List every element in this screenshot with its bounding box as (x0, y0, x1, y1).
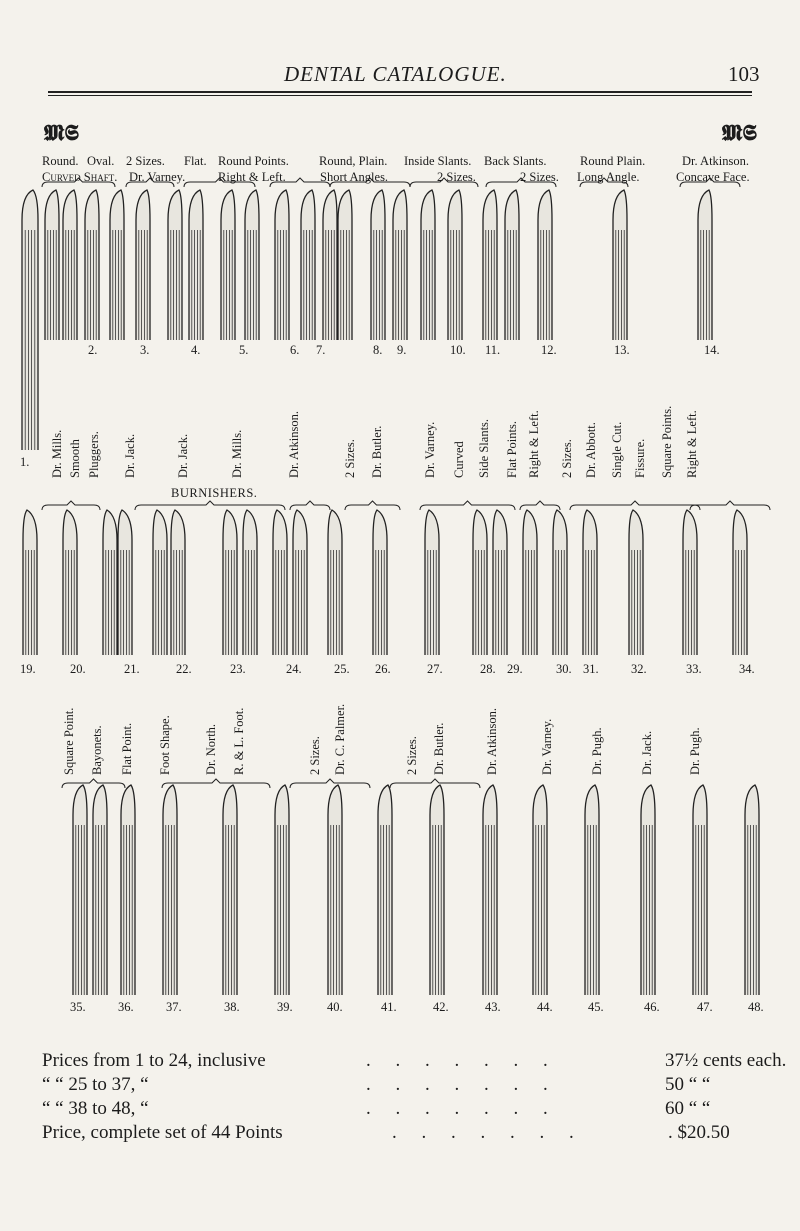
instrument-row1 (136, 190, 150, 340)
row3-number: 46. (644, 1000, 660, 1014)
instrument-row2 (223, 510, 237, 655)
row1-label: Side Slants. (477, 418, 491, 478)
row2-number: 21. (124, 662, 140, 676)
instrument-row3 (163, 785, 177, 995)
group-brace (135, 501, 285, 510)
group-brace (42, 178, 115, 187)
row3-number: 47. (697, 1000, 713, 1014)
instrument-row3 (275, 785, 289, 995)
row1-first-number: 1. (20, 455, 30, 469)
instrument-row1 (301, 190, 315, 340)
group-brace (570, 501, 700, 510)
instrument-row3 (745, 785, 759, 995)
row1-label: Fissure. (633, 438, 647, 478)
row2-number: 27. (427, 662, 443, 676)
instrument-row3 (223, 785, 237, 995)
instrument-row3 (483, 785, 497, 995)
instrument-row1 (85, 190, 99, 340)
group-brace (420, 501, 515, 510)
row2-label: Bayonets. (90, 725, 104, 775)
instrument-row1 (371, 190, 385, 340)
row1-label: Dr. Mills. (50, 429, 64, 478)
top-caption: Inside Slants. (404, 154, 472, 168)
row2-number: 25. (334, 662, 350, 676)
instrument-row2 (425, 510, 439, 655)
row1-label: Flat Points. (505, 421, 519, 478)
instrument-row3 (585, 785, 599, 995)
row1-label: Dr. Mills. (230, 429, 244, 478)
row3-number: 43. (485, 1000, 501, 1014)
row1-label: 2 Sizes. (560, 439, 574, 478)
row1-label: Dr. Atkinson. (287, 410, 301, 478)
group-brace (410, 178, 478, 187)
row1-label: Square Points. (660, 405, 674, 478)
instrument-row2 (553, 510, 567, 655)
instrument-row1 (275, 190, 289, 340)
top-caption: Long Angle. (577, 170, 640, 184)
row1-number: 9. (397, 343, 407, 357)
instrument-row2 (243, 510, 257, 655)
ornament-left-icon: 𝕸𝕾 (44, 120, 79, 145)
instrument-row3 (73, 785, 87, 995)
row3-number: 45. (588, 1000, 604, 1014)
instrument-row2 (629, 510, 643, 655)
row2-label: Dr. Butler. (432, 722, 446, 775)
price-value: 60 “ “ (665, 1098, 711, 1119)
top-caption: Round, Plain. (319, 154, 388, 168)
top-caption: Dr. Varney. (129, 170, 186, 184)
row1-label: Dr. Jack. (176, 433, 190, 478)
row2-label: 2 Sizes. (308, 736, 322, 775)
row1-label: Pluggers. (87, 431, 101, 478)
instrument-row1 (168, 190, 182, 340)
row2-number: 24. (286, 662, 302, 676)
row1-label: Dr. Jack. (123, 433, 137, 478)
row2-label: Dr. Pugh. (590, 727, 604, 775)
price-dots: . . . . . . . (366, 1074, 558, 1095)
row2-number: 29. (507, 662, 523, 676)
row2-label: 2 Sizes. (405, 736, 419, 775)
top-caption: 2 Sizes. (437, 170, 476, 184)
row2-number: 26. (375, 662, 391, 676)
top-caption: Concave Face. (676, 170, 750, 184)
instrument-row2 (293, 510, 307, 655)
row2-number: 32. (631, 662, 647, 676)
instrument-row2 (493, 510, 507, 655)
top-caption: Right & Left. (218, 170, 286, 184)
instrument-row2 (171, 510, 185, 655)
instrument-row3 (328, 785, 342, 995)
burnishers-label: BURNISHERS. (171, 486, 258, 500)
price-label: “ “ 25 to 37, “ (42, 1074, 149, 1095)
row1-number: 6. (290, 343, 300, 357)
group-brace (290, 501, 330, 510)
group-brace (520, 501, 560, 510)
row1-label: Smooth (68, 439, 82, 478)
top-caption: Back Slants. (484, 154, 547, 168)
instrument-row2 (373, 510, 387, 655)
group-brace (62, 779, 125, 788)
row3-number: 35. (70, 1000, 86, 1014)
row1-label: Right & Left. (527, 410, 541, 478)
row1-label: Dr. Varney. (423, 421, 437, 478)
row2-label: Dr. Pugh. (688, 727, 702, 775)
catalogue-title: DENTAL CATALOGUE. (284, 62, 507, 86)
instrument-row1 (189, 190, 203, 340)
row1-number: 8. (373, 343, 383, 357)
price-value: . $20.50 (668, 1122, 730, 1143)
row1-number: 4. (191, 343, 201, 357)
row2-label: R. & L. Foot. (232, 707, 246, 775)
row1-label: Dr. Abbott. (584, 422, 598, 478)
group-brace (126, 178, 174, 187)
instrument-row2 (103, 510, 117, 655)
instrument-row2 (328, 510, 342, 655)
row2-label: Dr. Jack. (640, 730, 654, 775)
price-value: 50 “ “ (665, 1074, 711, 1095)
top-caption: Curved Shaft. (42, 170, 118, 184)
instrument-row1 (538, 190, 552, 340)
ornament-right-icon: 𝕸𝕾 (722, 120, 757, 145)
instrument-row2 (523, 510, 537, 655)
row1-number: 12. (541, 343, 557, 357)
row2-number: 31. (583, 662, 599, 676)
instrument-row1 (448, 190, 462, 340)
price-dots: . . . . . . . (392, 1122, 584, 1143)
row2-label: Flat Point. (120, 722, 134, 775)
instrument-row2 (683, 510, 697, 655)
instrument-row2 (473, 510, 487, 655)
instrument-row1 (63, 190, 77, 340)
row2-label: Square Point. (62, 707, 76, 775)
instrument-row1 (22, 190, 38, 450)
row1-label: Dr. Butler. (370, 425, 384, 478)
row1-number: 2. (88, 343, 98, 357)
row3-number: 36. (118, 1000, 134, 1014)
instrument-row3 (641, 785, 655, 995)
row1-label: 2 Sizes. (343, 439, 357, 478)
instrument-row1 (245, 190, 259, 340)
top-caption: Round. (42, 154, 79, 168)
instrument-row1 (45, 190, 59, 340)
group-brace (580, 178, 628, 187)
row3-number: 41. (381, 1000, 397, 1014)
row3-number: 40. (327, 1000, 343, 1014)
instrument-row1 (323, 190, 337, 340)
row2-number: 30. (556, 662, 572, 676)
group-brace (184, 178, 255, 187)
price-value: 37½ cents each. (665, 1050, 787, 1071)
group-brace (42, 501, 100, 510)
group-brace (162, 779, 270, 788)
top-caption: 2 Sizes. (126, 154, 165, 168)
row2-label: Dr. Varney. (540, 718, 554, 775)
row1-number: 11. (485, 343, 501, 357)
instrument-row2 (733, 510, 747, 655)
row3-number: 39. (277, 1000, 293, 1014)
group-brace (290, 779, 370, 788)
price-label: Price, complete set of 44 Points (42, 1122, 283, 1143)
top-caption: Round Plain. (580, 154, 646, 168)
group-brace (345, 501, 400, 510)
top-caption: Oval. (87, 154, 115, 168)
instrument-row3 (693, 785, 707, 995)
instrument-row1 (393, 190, 407, 340)
instrument-row1 (221, 190, 235, 340)
row3-number: 48. (748, 1000, 764, 1014)
instrument-row2 (153, 510, 167, 655)
group-brace (680, 178, 740, 187)
row2-label: Foot Shape. (158, 715, 172, 775)
row3-number: 38. (224, 1000, 240, 1014)
instrument-row1 (505, 190, 519, 340)
instrument-row1 (421, 190, 435, 340)
row2-number: 22. (176, 662, 192, 676)
row1-number: 3. (140, 343, 150, 357)
row1-number: 13. (614, 343, 630, 357)
instrument-row2 (118, 510, 132, 655)
group-brace (270, 178, 330, 187)
row2-label: Dr. North. (204, 723, 218, 775)
group-brace (390, 779, 480, 788)
instrument-row3 (430, 785, 444, 995)
row2-number: 34. (739, 662, 755, 676)
group-brace (690, 501, 770, 510)
instrument-row3 (378, 785, 392, 995)
top-caption: Dr. Atkinson. (682, 154, 750, 168)
instrument-row1 (613, 190, 627, 340)
instrument-row3 (533, 785, 547, 995)
instrument-row1 (483, 190, 497, 340)
top-caption: Round Points. (218, 154, 289, 168)
row2-number: 23. (230, 662, 246, 676)
group-brace (330, 178, 410, 187)
price-label: Prices from 1 to 24, inclusive (42, 1050, 266, 1071)
instrument-row3 (121, 785, 135, 995)
instrument-row1 (338, 190, 352, 340)
row2-label: Dr. Atkinson. (485, 707, 499, 775)
top-caption: Short Angles. (320, 170, 389, 184)
row2-number: 28. (480, 662, 496, 676)
price-dots: . . . . . . . (366, 1050, 558, 1071)
row1-number: 14. (704, 343, 720, 357)
row1-label: Right & Left. (685, 410, 699, 478)
top-caption: Flat. (184, 154, 207, 168)
price-label: “ “ 38 to 48, “ (42, 1098, 149, 1119)
instrument-row2 (63, 510, 77, 655)
row2-label: Dr. C. Palmer. (333, 703, 347, 775)
row1-number: 7. (316, 343, 326, 357)
row3-number: 37. (166, 1000, 182, 1014)
instrument-row1 (110, 190, 124, 340)
row1-number: 5. (239, 343, 249, 357)
page-number: 103 (728, 62, 760, 86)
row2-number: 20. (70, 662, 86, 676)
row3-number: 42. (433, 1000, 449, 1014)
instrument-row3 (93, 785, 107, 995)
row3-number: 44. (537, 1000, 553, 1014)
group-brace (486, 178, 556, 187)
price-dots: . . . . . . . (366, 1098, 558, 1119)
row2-number: 19. (20, 662, 36, 676)
row1-number: 10. (450, 343, 466, 357)
instrument-row2 (583, 510, 597, 655)
row2-number: 33. (686, 662, 702, 676)
instrument-row1 (698, 190, 712, 340)
instrument-row2 (273, 510, 287, 655)
top-caption: 2 Sizes. (520, 170, 559, 184)
instrument-row2 (23, 510, 37, 655)
row1-label: Curved (452, 441, 466, 478)
row1-label: Single Cut. (610, 421, 624, 478)
